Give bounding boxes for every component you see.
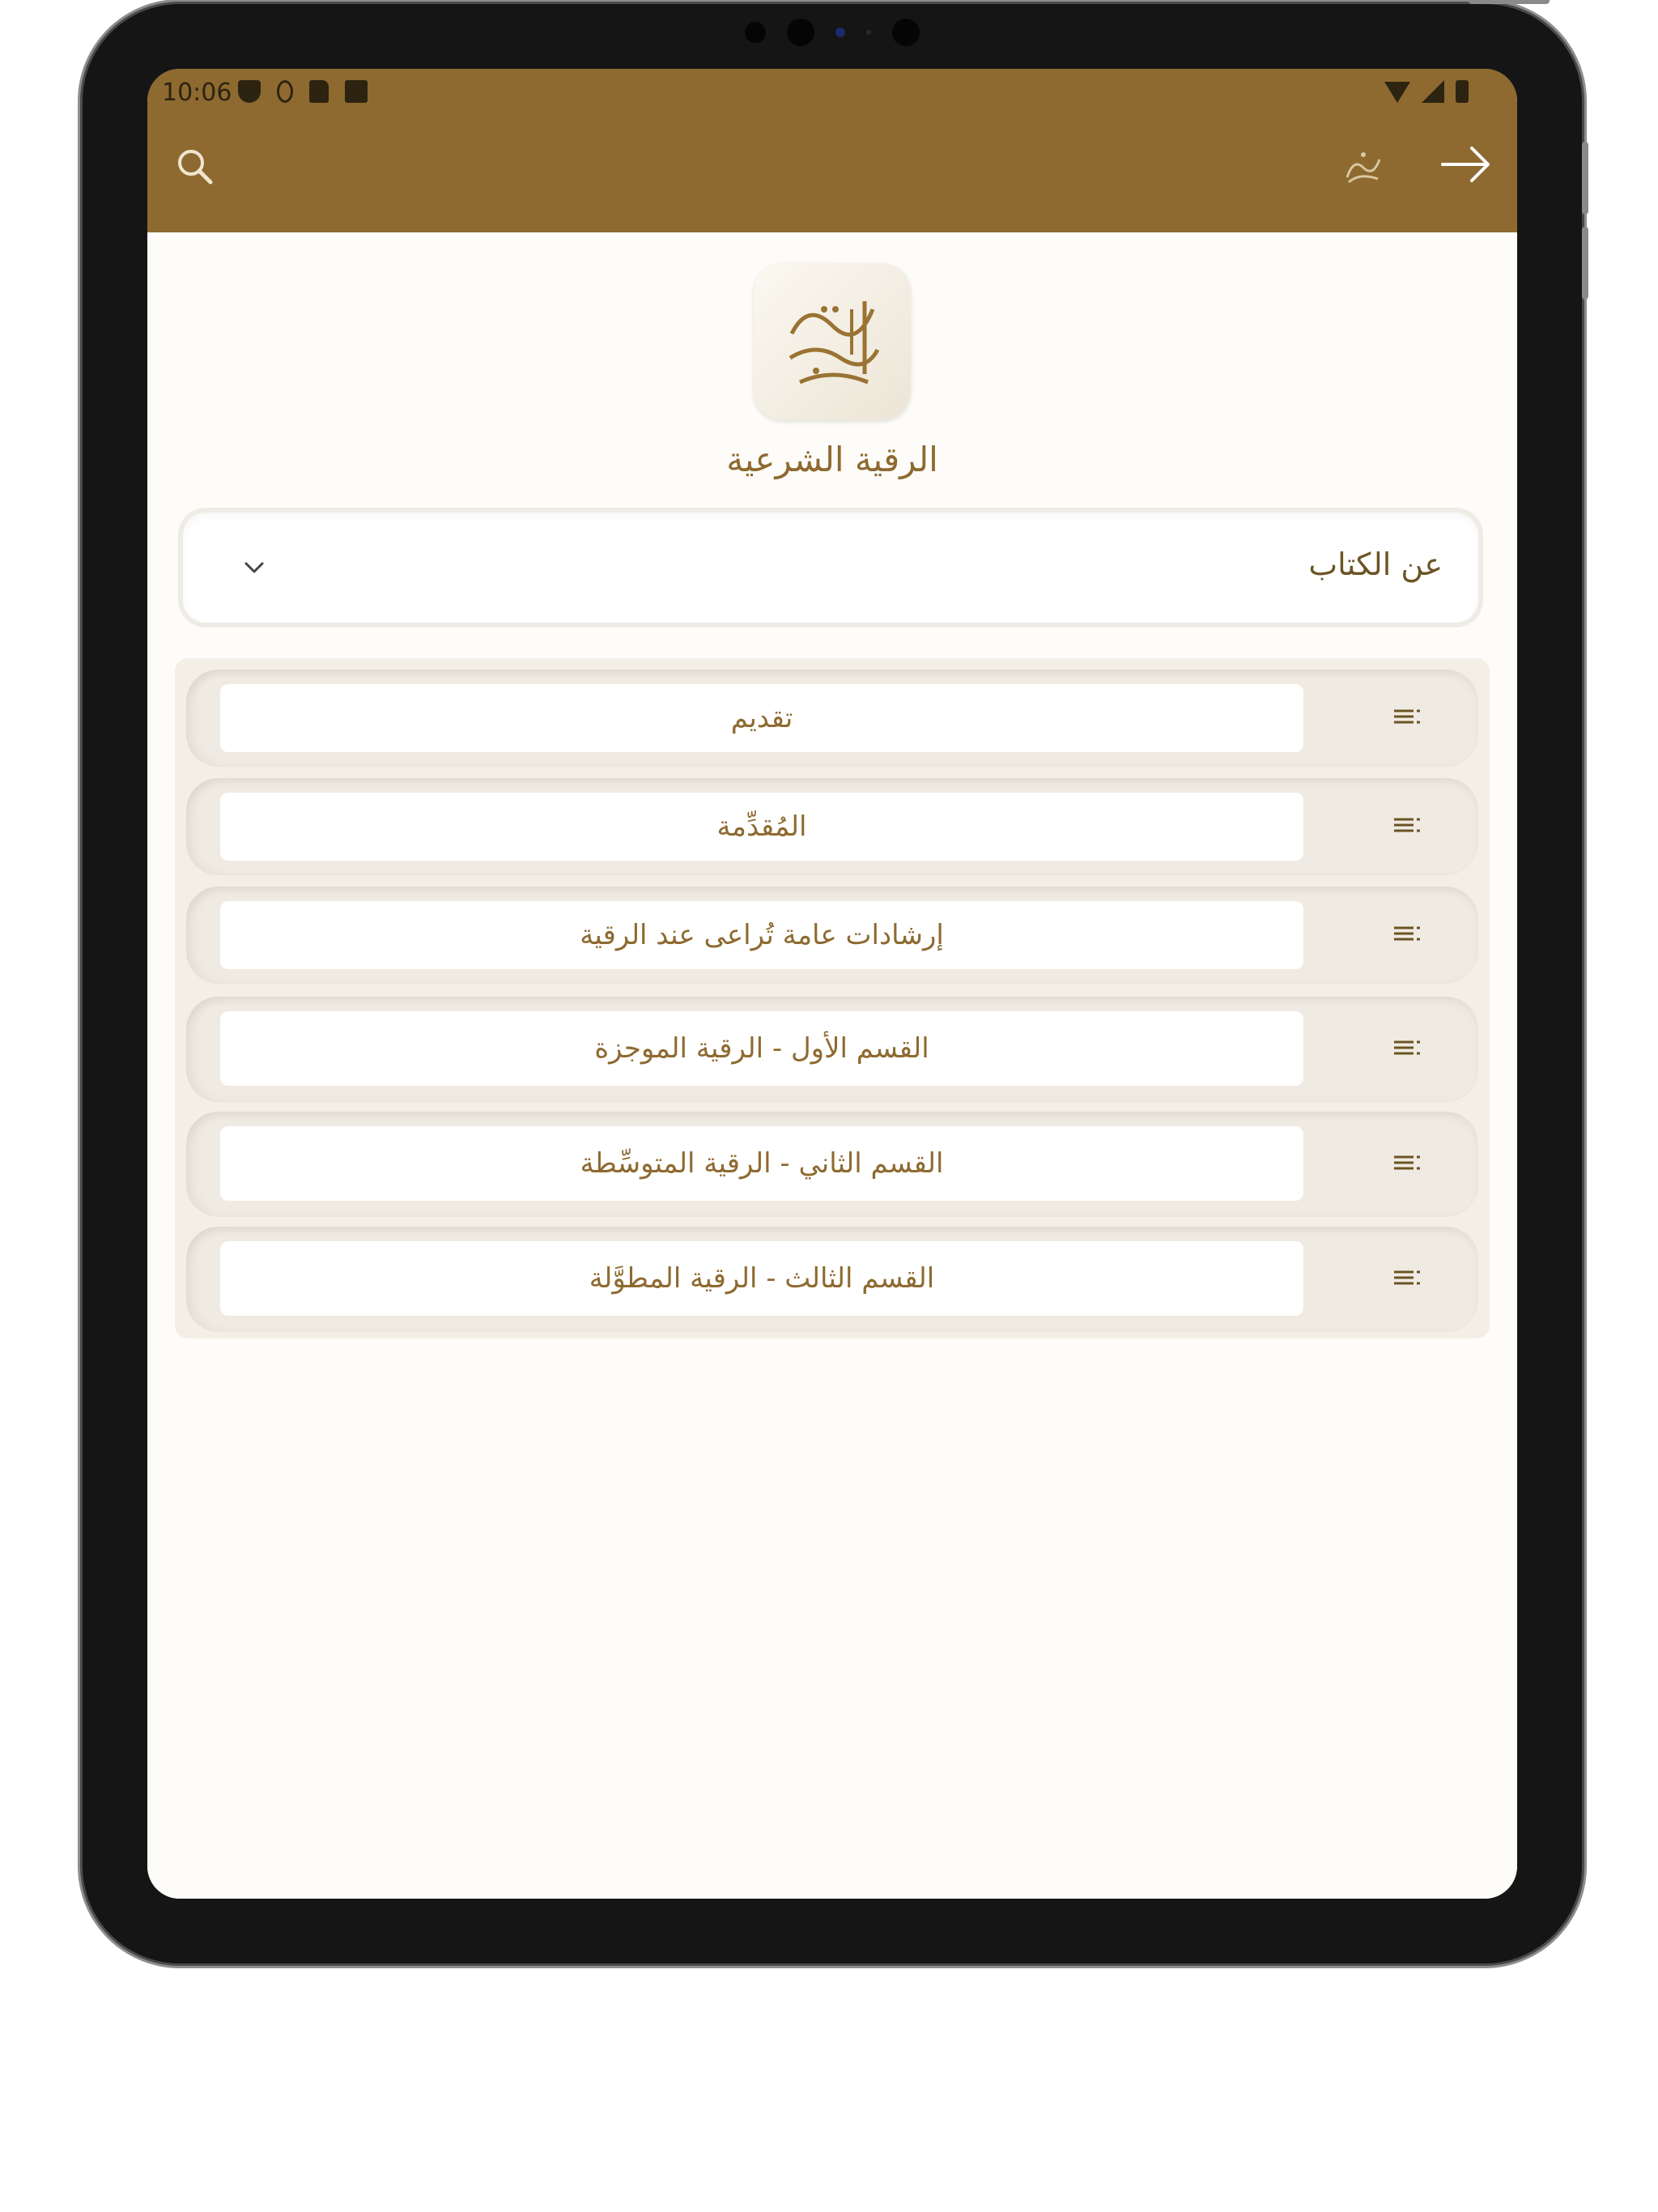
search-icon[interactable] [172,143,220,192]
screen [147,69,1517,1899]
arrow-forward-icon[interactable] [1438,140,1494,189]
status-icons [238,80,368,103]
sensor-dot-icon [866,30,871,35]
power-button [1469,0,1550,4]
app-logo [754,263,911,420]
status-time: 10:06 [162,79,232,107]
sd-card-icon [309,80,329,103]
volume-button [1582,142,1588,215]
camera-icon [892,19,920,46]
shield-icon [238,80,261,103]
chapter-label[interactable]: إرشادات عامة تُراعى عند الرقية [220,901,1303,969]
battery-icon [1456,80,1469,103]
a-badge-icon [345,80,368,103]
menu-lines-icon[interactable] [1392,923,1422,947]
camera-bar [83,19,1582,46]
status-icons-right [1384,80,1469,103]
status-bar [147,69,1517,119]
menu-lines-icon[interactable] [1392,1267,1422,1291]
list-item[interactable] [186,778,1478,875]
menu-lines-icon[interactable] [1392,815,1422,839]
chevron-down-icon [240,553,269,582]
chapter-label[interactable]: القسم الأول - الرقية الموجزة [220,1011,1303,1086]
list-item[interactable] [186,1227,1478,1332]
list-item[interactable] [186,1112,1478,1217]
chapter-list [175,658,1490,1338]
main-content [147,237,1517,1899]
tablet-frame [83,4,1582,1963]
section-dropdown[interactable] [183,513,1478,623]
volume-button [1582,227,1588,300]
menu-lines-icon[interactable] [1392,1152,1422,1176]
camera-lens-icon [835,28,845,37]
list-item[interactable] [186,997,1478,1102]
dropdown-selected-value: عن الكتاب [1308,547,1443,582]
download-icon [277,80,293,103]
calligraphy-logo-icon [767,277,897,406]
menu-lines-icon[interactable] [1392,1037,1422,1061]
chapter-label[interactable]: القسم الثالث - الرقية المطوَّلة [220,1241,1303,1316]
signal-icon [1422,80,1444,103]
app-bar [147,119,1517,232]
list-item[interactable] [186,670,1478,767]
sensor-icon [745,22,766,43]
menu-lines-icon[interactable] [1392,706,1422,730]
list-item[interactable] [186,887,1478,984]
chapter-label[interactable]: المُقدِّمة [220,793,1303,861]
app-logo-icon[interactable] [1339,143,1388,192]
chapter-label[interactable]: تقديم [220,684,1303,752]
wifi-icon [1384,82,1410,103]
chapter-label[interactable]: القسم الثاني - الرقية المتوسِّطة [220,1126,1303,1201]
camera-icon [787,19,814,46]
page-title: الرقية الشرعية [726,440,938,479]
